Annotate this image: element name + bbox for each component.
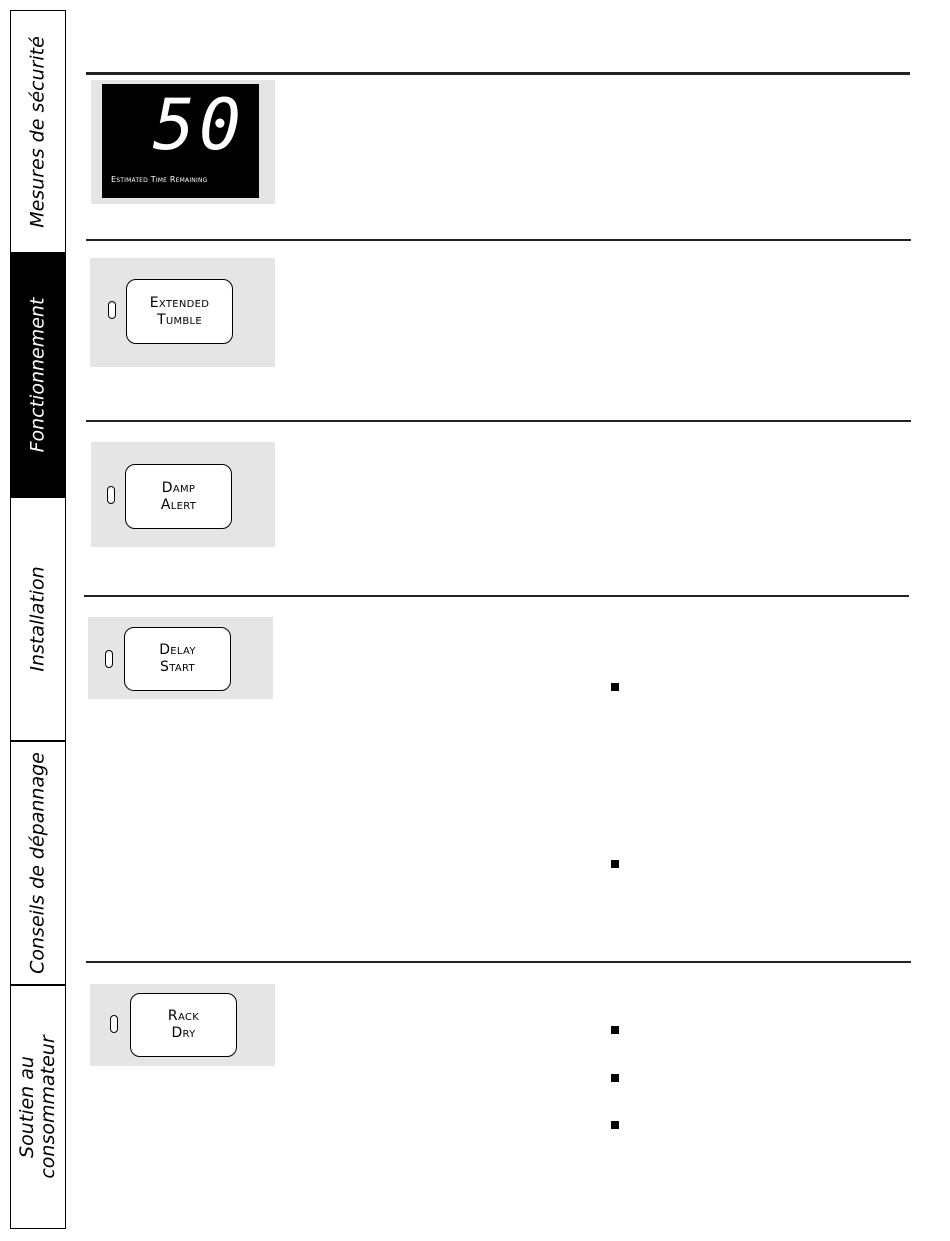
extended-tumble-panel [90,258,275,367]
tab-troubleshooting-label: Conseils de dépannage [26,752,49,974]
tab-installation-label: Installation [26,566,49,672]
tab-consumer-support[interactable] [10,985,66,1229]
bullet-icon [611,683,619,691]
tab-consumer-support-label [17,1035,59,1178]
bullet-icon [611,1074,619,1082]
display-panel [91,80,275,204]
tab-operation-label: Fonctionnement [26,297,49,453]
damp-alert-label-1: Damp [161,479,196,496]
damp-alert-panel [91,442,275,547]
delay-start-button[interactable] [124,627,231,691]
delay-start-panel [88,617,273,699]
damp-alert-label-2: Alert [160,496,197,513]
tab-operation[interactable] [10,253,66,497]
delay-start-label-1: Delay [159,642,196,659]
tab-installation[interactable] [10,497,66,741]
bullet-icon [611,1026,619,1034]
bullet-icon [611,1121,619,1129]
section-rule-damp-alert [86,420,911,422]
extended-tumble-label-2: Tumble [156,311,203,328]
damp-alert-button[interactable] [125,464,232,529]
time-remaining-display [102,84,259,198]
delay-start-label-2: Start [160,659,195,675]
bullet-icon [611,860,619,868]
section-rule-delay-start [84,595,909,597]
rack-dry-led-icon [110,1015,118,1033]
rack-dry-panel [90,984,275,1066]
tab-safety-label: Mesures de sécurité [26,35,49,228]
display-label: Estimated Time Remaining [111,175,208,184]
section-rule-extended-tumble [86,239,911,241]
extended-tumble-button[interactable] [126,279,233,344]
damp-alert-led-icon [107,486,115,504]
delay-start-led-icon [105,650,113,668]
extended-tumble-label-1: Extended [149,294,210,311]
rack-dry-label-1: Rack [167,1008,200,1025]
tab-consumer-support-line2: consommateur [37,1035,59,1179]
section-rule-rack-dry [86,961,911,963]
rack-dry-label-2: Dry [171,1025,196,1041]
tab-troubleshooting[interactable] [10,741,66,985]
tab-consumer-support-line1: Soutien au [16,1056,39,1158]
tab-safety[interactable] [10,10,66,253]
display-digits: 50 [152,84,245,166]
extended-tumble-led-icon [108,301,116,319]
section-rule-top [86,72,910,75]
rack-dry-button[interactable] [130,993,237,1057]
